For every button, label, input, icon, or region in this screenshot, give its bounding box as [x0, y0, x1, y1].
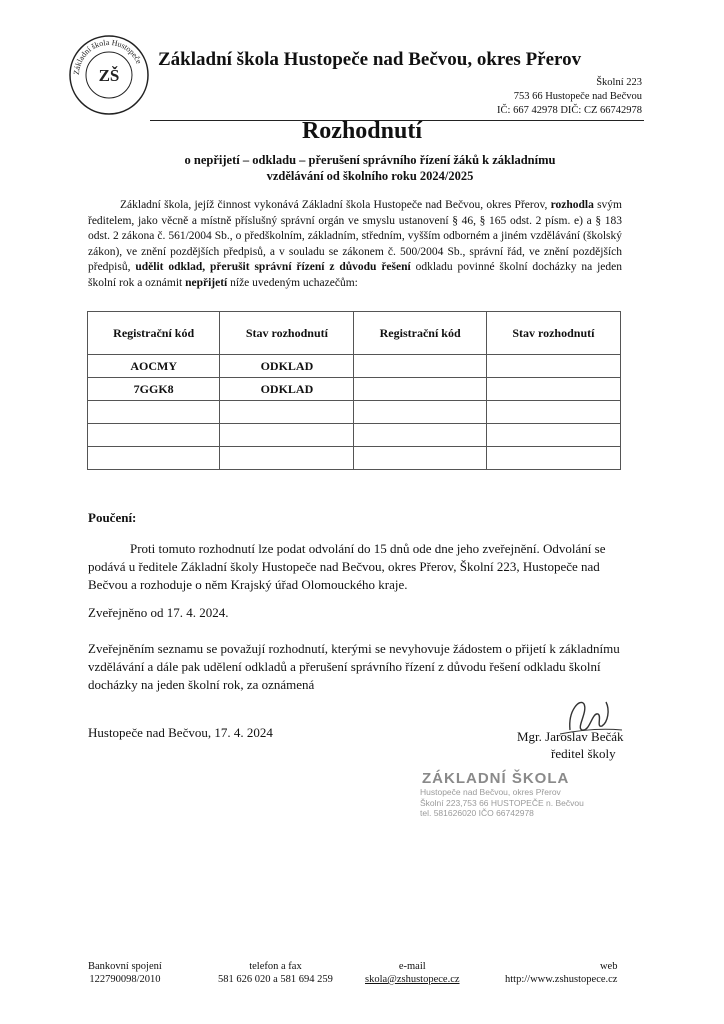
- table-cell: [220, 447, 354, 470]
- table-cell: [220, 424, 354, 447]
- footer-bank: [88, 960, 162, 986]
- stamp-line-3: Školní 223,753 66 HUSTOPEČE n. Bečvou: [420, 797, 584, 808]
- phone-label: telefon a fax: [249, 961, 302, 972]
- table-cell: [486, 355, 620, 378]
- school-name: Základní škola Hustopeče nad Bečvou, okres Přerov: [158, 49, 582, 70]
- bank-value: 122790098/2010: [89, 974, 161, 985]
- table-cell: [486, 424, 620, 447]
- signer-name: Mgr. Jaroslav Bečák: [517, 729, 624, 744]
- intro-bold-1: rozhodla: [550, 199, 594, 211]
- school-logo: [68, 34, 150, 116]
- bank-label: Bankovní spojení: [88, 961, 162, 972]
- email-link[interactable]: skola@zshustopece.cz: [365, 974, 460, 985]
- intro-text-2: svým ředitelem, jako věcně a místně příslušný správní orgán ve smyslu ustanovení § 46, § 165 odst. 2 písm. e) a § 183 odst. 2 zákona č. 561/2004 Sb., o předškolním, základním, středním, vyšším odborném a jiném vzdělávání (školský zákon), ve znění pozdějších předpisů, a v souladu se zákonem č. 500/2004 Sb., správní řád, ve znění pozdějších předpisů,: [88, 199, 623, 273]
- table-cell: [88, 447, 220, 470]
- footer-email: [365, 960, 460, 986]
- table-row: [88, 447, 621, 470]
- table-cell: [486, 401, 620, 424]
- phone-value: 581 626 020 a 581 694 259: [218, 974, 333, 985]
- table-cell: [354, 424, 486, 447]
- column-header: Stav rozhodnutí: [486, 312, 620, 355]
- table-cell: [354, 378, 486, 401]
- subtitle-line-1: o nepřijetí – odkladu – přerušení správního řízení žáků k základnímu: [184, 153, 556, 167]
- address-city: 753 66 Hustopeče nad Bečvou: [513, 91, 642, 102]
- document-subtitle: [130, 152, 610, 184]
- table-row: [88, 378, 621, 401]
- signer-block: [517, 728, 624, 762]
- table-header-row: [88, 312, 621, 355]
- footer-web: [505, 960, 617, 986]
- company-ids: IČ: 667 42978 DIČ: CZ 66742978: [497, 105, 642, 116]
- web-label: web: [599, 961, 618, 972]
- published-date: Zveřejněno od 17. 4. 2024.: [88, 605, 229, 620]
- intro-text-3: odkladu povinné školní docházky na jeden školní rok a oznámit: [88, 261, 622, 289]
- stamp-line-1: ZÁKLADNÍ ŠKOLA: [422, 770, 570, 787]
- column-header: Registrační kód: [354, 312, 486, 355]
- table-cell: [88, 401, 220, 424]
- registration-table: [87, 311, 621, 470]
- table-cell: ODKLAD: [220, 355, 354, 378]
- intro-paragraph: [88, 198, 622, 291]
- column-header: Registrační kód: [88, 312, 220, 355]
- email-label: e-mail: [398, 961, 426, 972]
- document-title: Rozhodnutí: [301, 118, 423, 144]
- place-date: Hustopeče nad Bečvou, 17. 4. 2024: [88, 725, 273, 740]
- stamp-line-2: Hustopeče nad Bečvou, okres Přerov: [420, 787, 561, 797]
- instruction-heading: Poučení:: [88, 510, 137, 525]
- table-row: [88, 401, 621, 424]
- address-street: Školní 223: [596, 77, 642, 88]
- table-cell: [354, 401, 486, 424]
- stamp-line-4: tel. 581626020 IČO 66742978: [420, 808, 534, 818]
- intro-text-1: Základní škola, jejíž činnost vykonává Základní škola Hustopeče nad Bečvou, okres Přerov,: [120, 199, 548, 211]
- table-cell: AOCMY: [88, 355, 220, 378]
- signer-role: ředitel školy: [551, 746, 616, 761]
- table-cell: [354, 447, 486, 470]
- column-header: Stav rozhodnutí: [220, 312, 354, 355]
- table-cell: [88, 424, 220, 447]
- table-cell: ODKLAD: [220, 378, 354, 401]
- school-stamp: [412, 770, 612, 819]
- web-value[interactable]: http://www.zshustopece.cz: [505, 974, 618, 985]
- notice-paragraph: Zveřejněním seznamu se považují rozhodnutí, kterými se nevyhovuje žádostem o přijetí k základnímu vzdělávání a dále pak udělení odkladů a přerušení správního řízení z důvodu řešení odkladu školní docházky na jeden školní rok, za oznámená: [88, 641, 620, 692]
- table-cell: [220, 401, 354, 424]
- subtitle-line-2: vzdělávání od školního roku 2024/2025: [266, 169, 474, 183]
- intro-bold-2: udělit odklad, přerušit správní řízení z důvodu řešení: [135, 261, 411, 273]
- intro-text-4: níže uvedeným uchazečům:: [227, 276, 358, 289]
- intro-bold-3: nepřijetí: [185, 276, 228, 289]
- table-cell: [354, 355, 486, 378]
- table-cell: [486, 447, 620, 470]
- table-row: [88, 355, 621, 378]
- table-cell: 7GGK8: [88, 378, 220, 401]
- svg-text:Základní škola Hustopeče: Základní škola Hustopeče: [71, 37, 144, 76]
- table-row: [88, 424, 621, 447]
- svg-text:ZŠ: ZŠ: [98, 66, 120, 85]
- table-cell: [486, 378, 620, 401]
- appeal-paragraph: Proti tomuto rozhodnutí lze podat odvolání do 15 dnů ode dne jeho zveřejnění. Odvolání se podává u ředitele Základní školy Hustopeče nad Bečvou, okres Přerov, Školní 223, Hustopeče nad Bečvou a rozhoduje o něm Krajský úřad Olomouckého kraje.: [88, 541, 606, 592]
- footer-phone: [218, 960, 333, 986]
